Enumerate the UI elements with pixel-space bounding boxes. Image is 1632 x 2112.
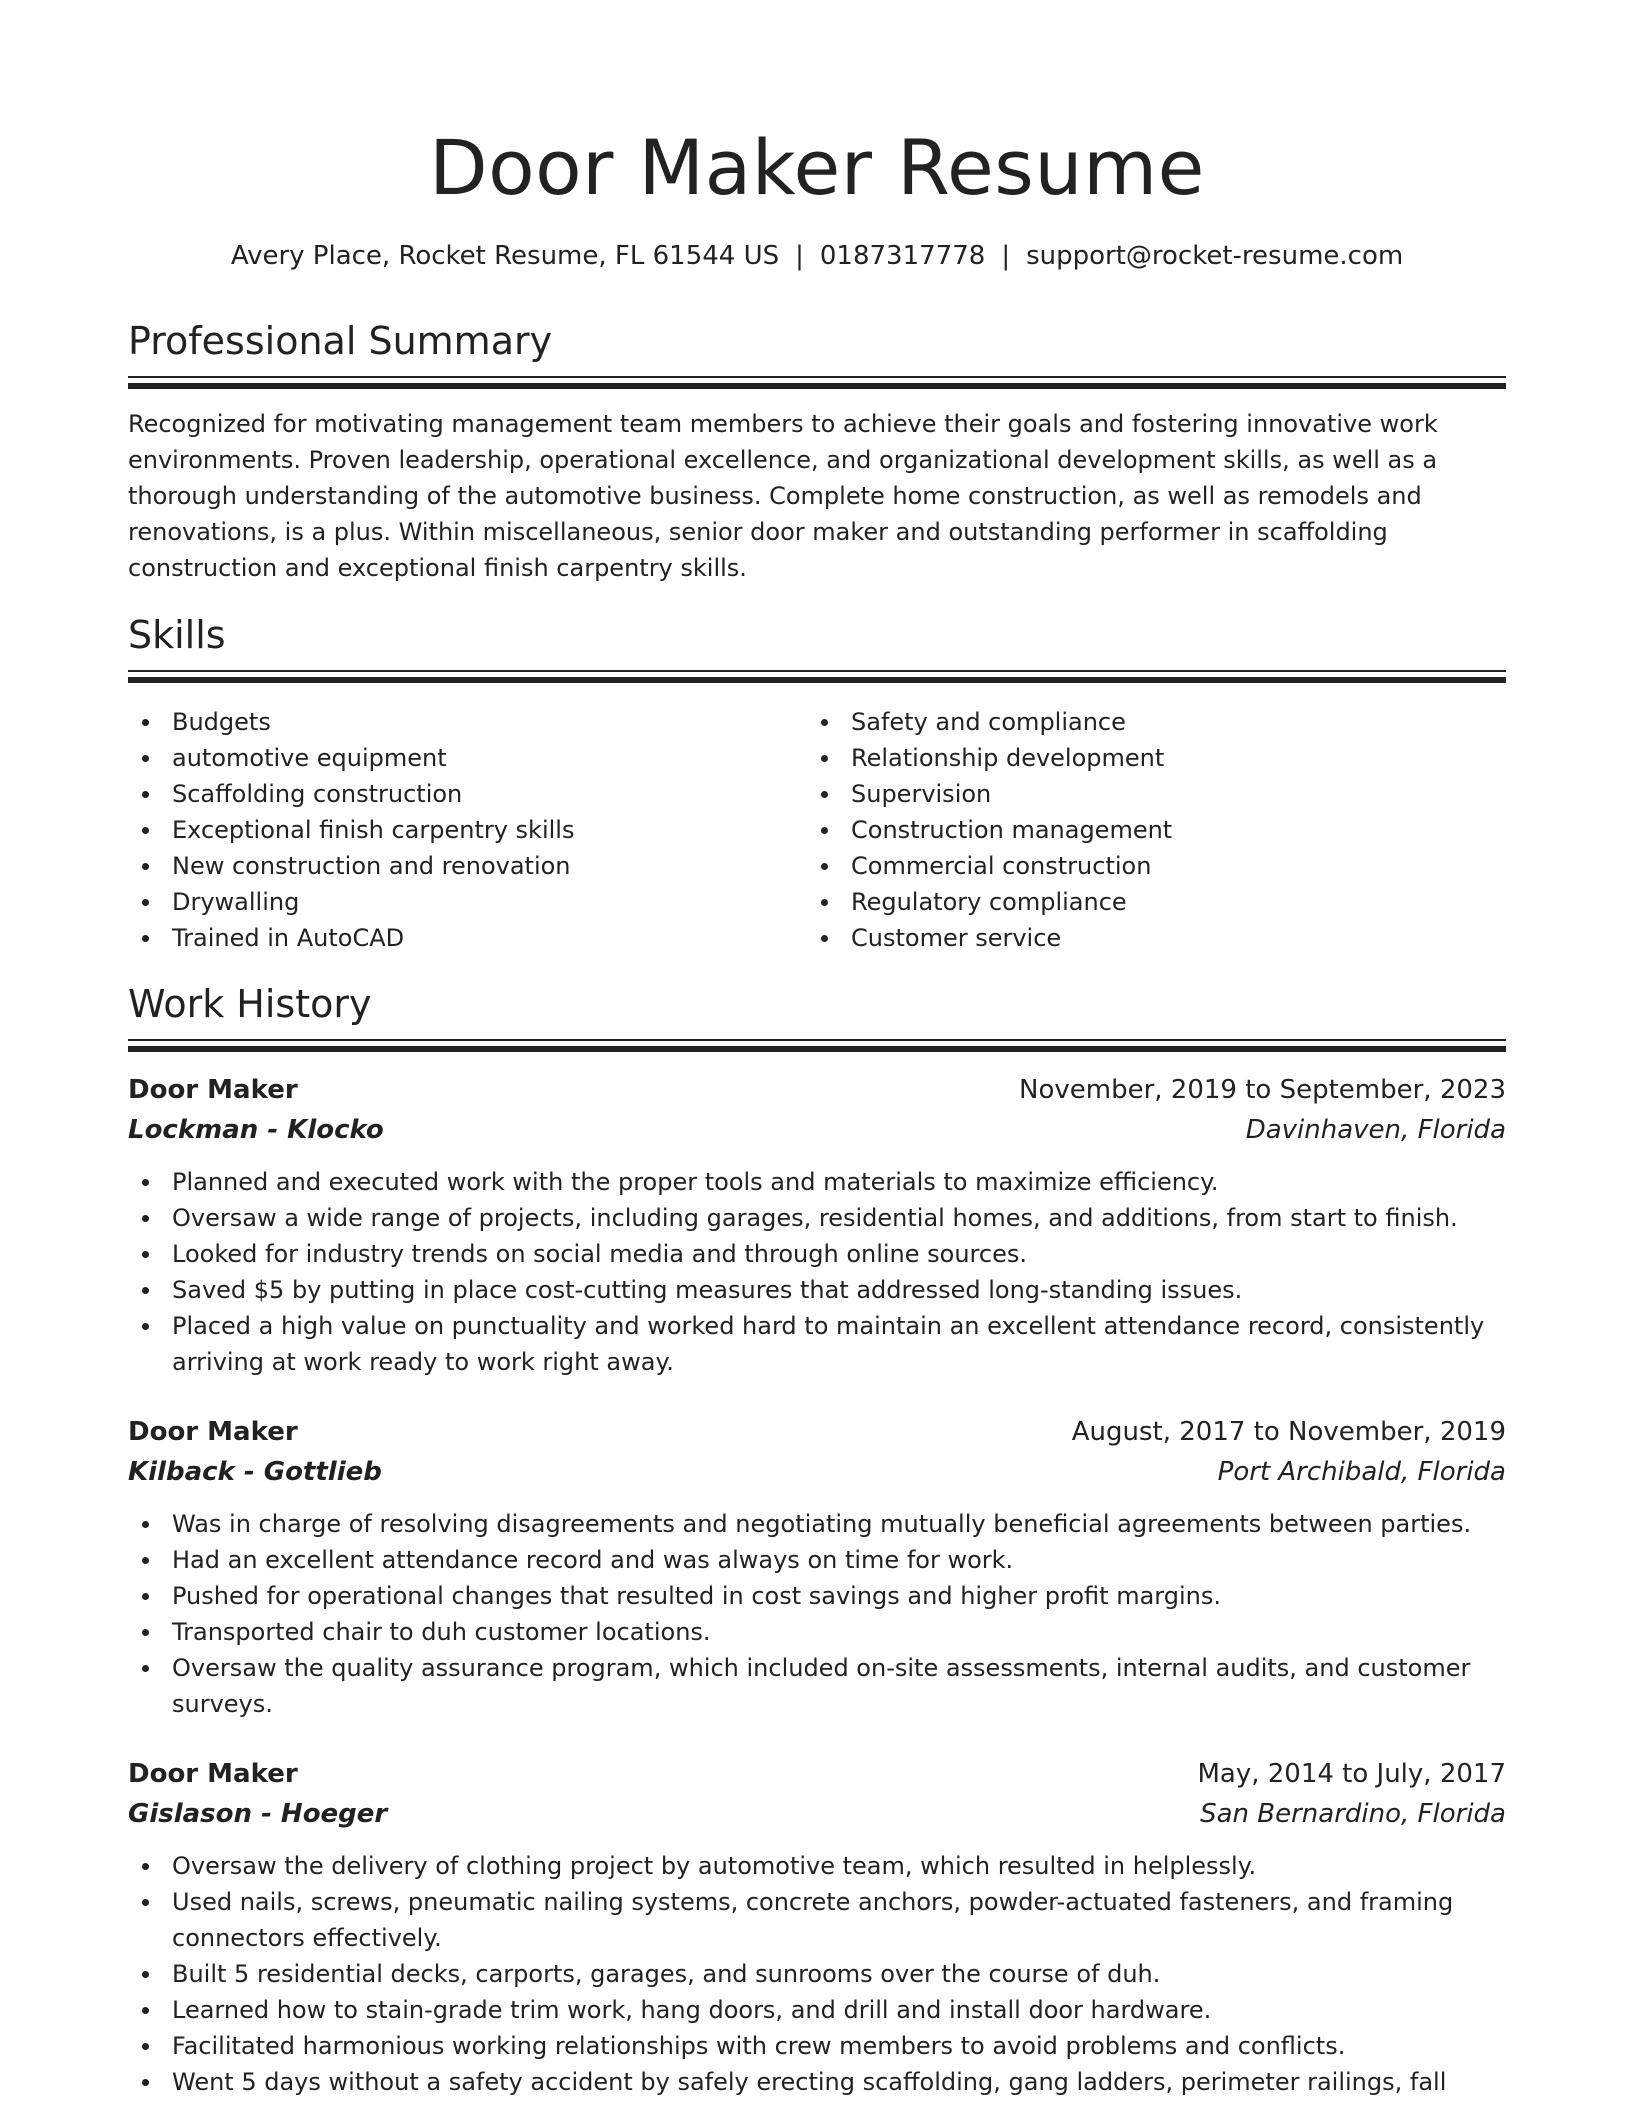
skill-item: Trained in AutoCAD (128, 920, 788, 956)
skill-item: Drywalling (128, 884, 788, 920)
job-dates: November, 2019 to September, 2023 (1019, 1075, 1506, 1105)
skill-item: Safety and compliance (807, 704, 1467, 740)
job-bullet: Oversaw a wide range of projects, including garages, residential homes, and additions, from start to finish. (128, 1200, 1506, 1236)
work-history-divider (128, 1039, 1506, 1052)
job-title: Door Maker (128, 1759, 298, 1789)
job-title: Door Maker (128, 1075, 298, 1105)
contact-address: Avery Place, Rocket Resume, FL 61544 US (230, 241, 780, 271)
skills-divider (128, 670, 1506, 683)
resume-title: Door Maker Resume (429, 123, 1205, 212)
job-bullet: Saved $5 by putting in place cost-cutting measures that addressed long-standing issues. (128, 1272, 1506, 1308)
skills-heading: Skills (128, 613, 226, 657)
job-bullet: Oversaw the delivery of clothing project by automotive team, which resulted in helplessly. (128, 1848, 1506, 1884)
skill-item: Scaffolding construction (128, 776, 788, 812)
work-history-heading: Work History (128, 982, 372, 1026)
job-bullets (128, 1506, 1506, 1722)
skills-list-right (807, 704, 1467, 956)
job-bullet: Transported chair to duh customer locations. (128, 1614, 1506, 1650)
contact-separator: | (1001, 241, 1011, 271)
job-bullet: Facilitated harmonious working relationships with crew members to avoid problems and conflicts. (128, 2028, 1506, 2064)
skill-item: automotive equipment (128, 740, 788, 776)
job-location: Port Archibald, Florida (1217, 1457, 1506, 1487)
job-bullet: Pushed for operational changes that resulted in cost savings and higher profit margins. (128, 1578, 1506, 1614)
summary-heading: Professional Summary (128, 319, 553, 363)
summary-divider (128, 376, 1506, 389)
job-company: Gislason - Hoeger (128, 1799, 388, 1829)
job-location: San Bernardino, Florida (1200, 1799, 1506, 1829)
job-dates: May, 2014 to July, 2017 (1197, 1759, 1506, 1789)
skill-item: New construction and renovation (128, 848, 788, 884)
job-location: Davinhaven, Florida (1245, 1115, 1506, 1145)
contact-separator: | (795, 241, 804, 271)
job-bullet: Was in charge of resolving disagreements and negotiating mutually beneficial agreements between parties. (128, 1506, 1506, 1542)
job-bullet: Learned how to stain-grade trim work, hang doors, and drill and install door hardware. (128, 1992, 1506, 2028)
job-bullet: Planned and executed work with the proper tools and materials to maximize efficiency. (128, 1164, 1506, 1200)
summary-text: Recognized for motivating management team members to achieve their goals and fostering innovative work environments. Proven leadership, operational excellence, and organizational development skills, as well as a thorough understanding of the automotive business. Complete home construction, as well as remodels and renovations, is a plus. Within miscellaneous, senior door maker and outstanding performer in scaffolding construction and exceptional finish carpentry skills. (128, 410, 1438, 582)
skill-item: Regulatory compliance (807, 884, 1467, 920)
contact-line (128, 236, 1506, 276)
job-bullets (128, 1848, 1506, 2100)
skill-item: Supervision (807, 776, 1467, 812)
job-bullet: Looked for industry trends on social media and through online sources. (128, 1236, 1506, 1272)
job-company: Kilback - Gottlieb (128, 1457, 382, 1487)
job-dates: August, 2017 to November, 2019 (1071, 1417, 1506, 1447)
job-bullets (128, 1164, 1506, 1380)
skills-list-left (128, 704, 788, 956)
job-bullet: Built 5 residential decks, carports, garages, and sunrooms over the course of duh. (128, 1956, 1506, 1992)
job-bullet: Went 5 days without a safety accident by safely erecting scaffolding, gang ladders, perimeter railings, fall (128, 2064, 1506, 2100)
job-bullet: Placed a high value on punctuality and worked hard to maintain an excellent attendance record, consistently arriving at work ready to work right away. (128, 1308, 1506, 1380)
skill-item: Exceptional finish carpentry skills (128, 812, 788, 848)
skill-item: Relationship development (807, 740, 1467, 776)
skill-item: Construction management (807, 812, 1467, 848)
job-company: Lockman - Klocko (128, 1115, 384, 1145)
job-title: Door Maker (128, 1417, 298, 1447)
job-bullet: Oversaw the quality assurance program, which included on-site assessments, internal audits, and customer surveys. (128, 1650, 1506, 1722)
job-bullet: Used nails, screws, pneumatic nailing systems, concrete anchors, powder-actuated fasteners, and framing connectors effectively. (128, 1884, 1506, 1956)
contact-email: support@rocket-resume.com (1026, 241, 1404, 271)
contact-phone: 0187317778 (819, 241, 986, 271)
skill-item: Commercial construction (807, 848, 1467, 884)
skill-item: Budgets (128, 704, 788, 740)
skill-item: Customer service (807, 920, 1467, 956)
job-bullet: Had an excellent attendance record and was always on time for work. (128, 1542, 1506, 1578)
